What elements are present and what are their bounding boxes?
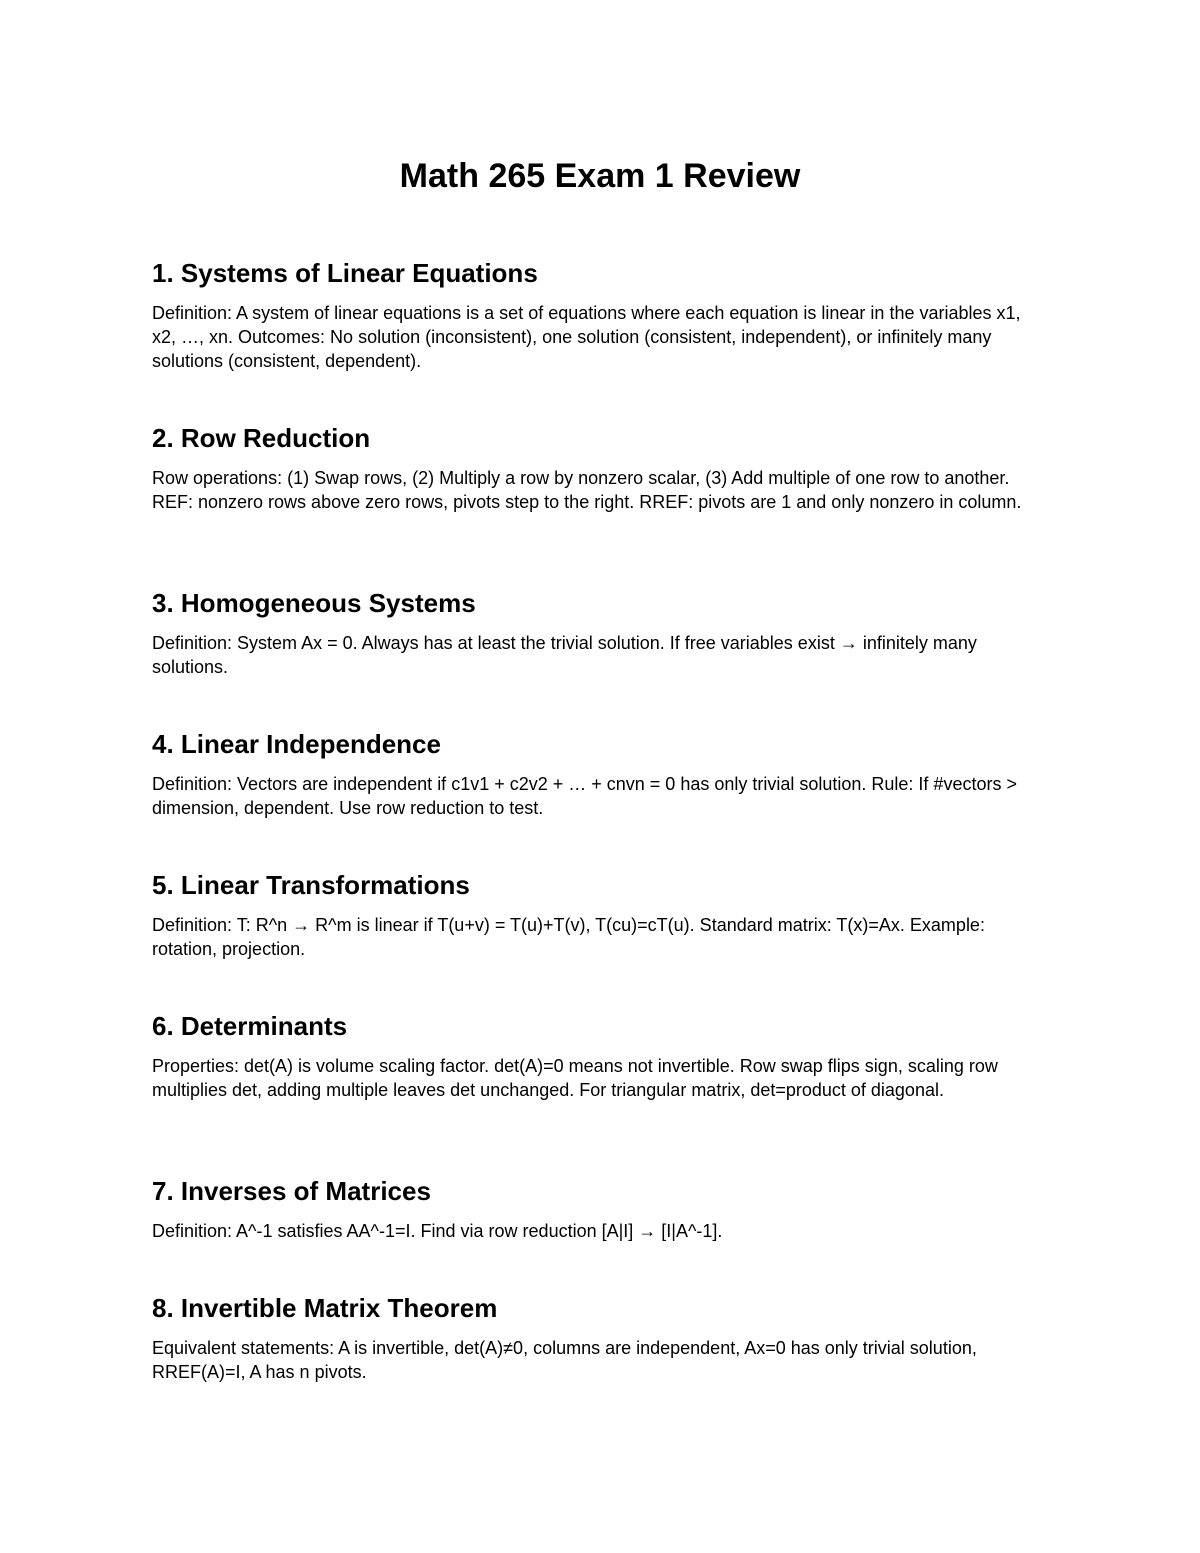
- section-heading: 7. Inverses of Matrices: [152, 1176, 431, 1206]
- section-inverses-of-matrices: [152, 1173, 1052, 1243]
- section-systems-of-linear-equations: [152, 255, 1052, 373]
- section-body: Definition: A system of linear equations is a set of equations where each equation is linear in the variables x1, x2, …, xn. Outcomes: No solution (inconsistent), one solution (consistent, independent), or infinitely many solutions (consistent, dependent).: [152, 303, 1021, 371]
- section-heading: 5. Linear Transformations: [152, 870, 470, 900]
- section-heading: 6. Determinants: [152, 1011, 348, 1041]
- section-linear-transformations: [152, 867, 1052, 961]
- section-heading: 4. Linear Independence: [152, 729, 441, 759]
- section-body: Equivalent statements: A is invertible, det(A)≠0, columns are independent, Ax=0 has only trivial solution, RREF(A)=I, A has n pivots.: [152, 1338, 977, 1382]
- section-body: Definition: A^-1 satisfies AA^-1=I. Find via row reduction [A|I] → [I|A^-1].: [152, 1221, 723, 1241]
- section-body: Row operations: (1) Swap rows, (2) Multiply a row by nonzero scalar, (3) Add multiple of one row to another. REF: nonzero rows above zero rows, pivots step to the right. RREF: pivots are 1 and only nonzero in column.: [152, 468, 1022, 512]
- section-row-reduction: [152, 420, 1052, 514]
- section-invertible-matrix-theorem: [152, 1290, 1052, 1384]
- section-heading: 2. Row Reduction: [152, 423, 371, 453]
- section-body: Definition: System Ax = 0. Always has at least the trivial solution. If free variables exist → infinitely many solutions.: [152, 633, 977, 677]
- section-body: Definition: T: R^n → R^m is linear if T(u+v) = T(u)+T(v), T(cu)=cT(u). Standard matrix: T(x)=Ax. Example: rotation, projection.: [152, 915, 985, 959]
- page-title: Math 265 Exam 1 Review: [399, 157, 801, 195]
- section-heading: 1. Systems of Linear Equations: [152, 258, 538, 288]
- section-homogeneous-systems: [152, 585, 1052, 679]
- section-linear-independence: [152, 726, 1052, 820]
- section-heading: 8. Invertible Matrix Theorem: [152, 1293, 498, 1323]
- section-body: Properties: det(A) is volume scaling factor. det(A)=0 means not invertible. Row swap flips sign, scaling row multiplies det, adding multiple leaves det unchanged. For triangular matrix, det=product of diagonal.: [152, 1056, 998, 1100]
- section-body: Definition: Vectors are independent if c1v1 + c2v2 + … + cnvn = 0 has only trivial solution. Rule: If #vectors > dimension, dependent. Use row reduction to test.: [152, 774, 1017, 818]
- section-determinants: [152, 1008, 1052, 1102]
- section-heading: 3. Homogeneous Systems: [152, 588, 476, 618]
